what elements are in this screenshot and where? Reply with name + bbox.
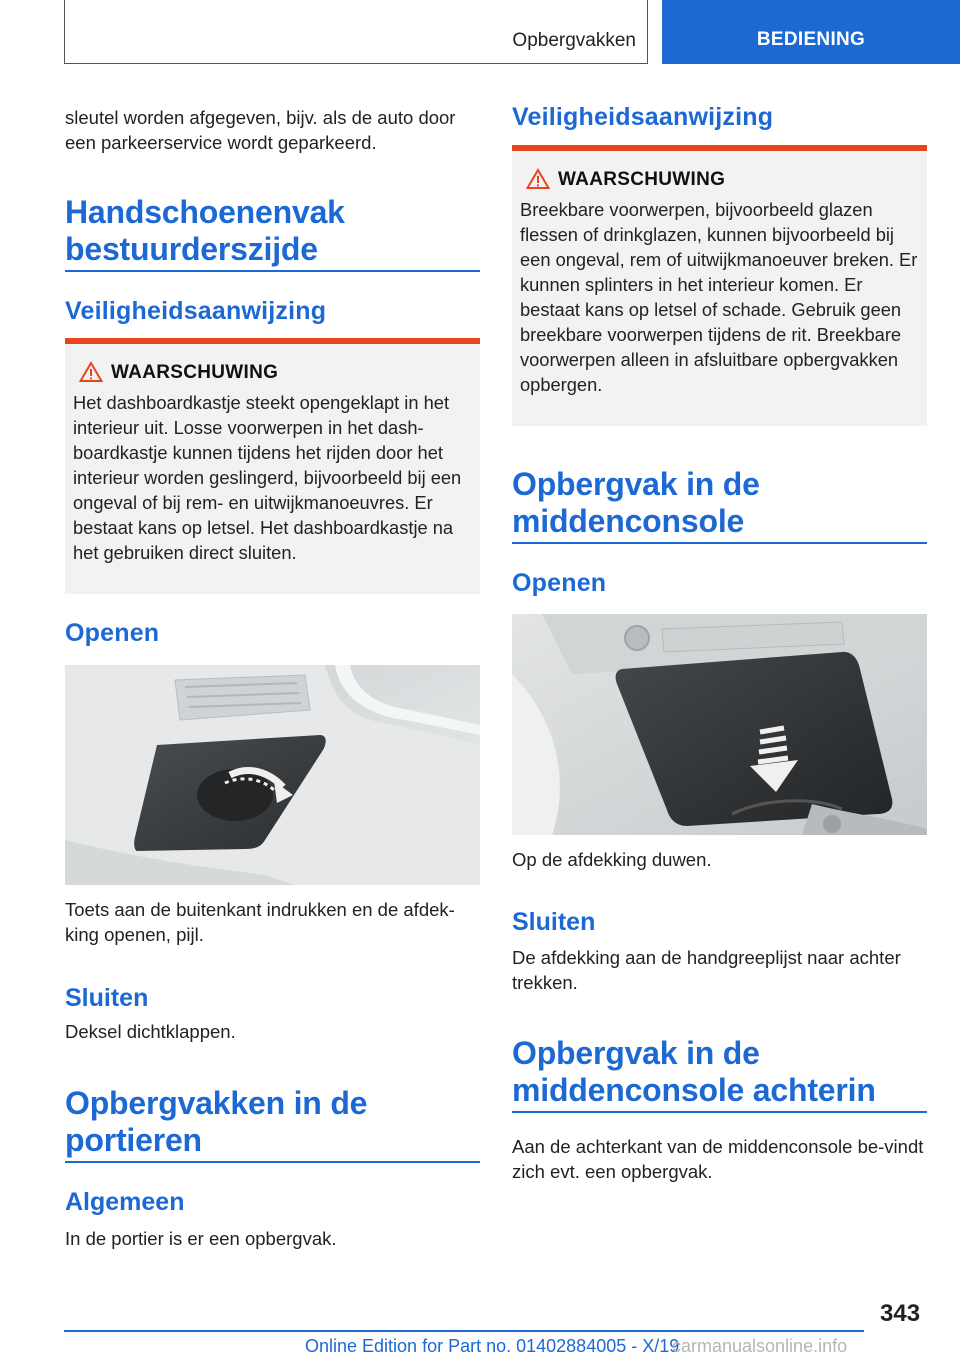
heading-glovebox: Handschoenenvak bestuurderszijde <box>65 194 345 267</box>
warning-box-left <box>65 338 480 594</box>
open-text-left: Toets aan de buitenkant indrukken en de afdek‐king openen, pijl. <box>65 899 455 945</box>
footer-rule <box>64 1330 864 1332</box>
warning-box-right <box>512 145 927 426</box>
warning-title-right <box>520 169 919 191</box>
open-text-right: Op de afdekking duwen. <box>512 849 712 870</box>
heading-safety-left: Veiligheidsaanwijzing <box>65 297 327 325</box>
warning-triangle-icon <box>526 168 550 190</box>
heading-rear-console: Opbergvak in de middenconsole achterin <box>512 1035 876 1108</box>
warning-text-left: Het dashboardkastje steekt opengeklapt in het interieur uit. Losse voorwerpen in het dash‐boardkastje kunnen tijdens het rijden door het interieur worden geslingerd, bijvoorbeeld bij een ongeval of bij rem- en uitwijkmanoeuvres. Er bestaat kans op letsel. Het dashboardkastje na het gebruiken direct sluiten. <box>73 392 462 563</box>
heading-open-right: Openen <box>512 569 607 597</box>
warning-triangle-icon <box>79 361 103 383</box>
heading-open-left: Openen <box>65 619 160 647</box>
heading-close-right: Sluiten <box>512 908 596 936</box>
heading-rule <box>65 1161 480 1163</box>
rear-text: Aan de achterkant van de middenconsole be‐vindt zich evt. een opbergvak. <box>512 1136 924 1182</box>
warning-title-text-right: WAARSCHUWING <box>558 169 726 190</box>
heading-rule <box>512 1111 927 1113</box>
heading-rule <box>65 270 480 272</box>
header-section-title: Opbergvakken <box>512 30 636 51</box>
warning-text-right: Breekbare voorwerpen, bijvoorbeeld glazen flessen of drinkglazen, kunnen bijvoorbeeld bij een ongeval, rem of uitwijkmanoeuver breken. Er kunnen splinters in het interieur komen. Er bestaat kans op letsel of schade. Gebruik geen breekbare voorwerpen tijdens de rit. Breekbare voorwerpen alleen in afsluitbare opbergvakken opbergen. <box>520 199 918 395</box>
heading-close-left: Sluiten <box>65 984 149 1012</box>
close-text-left: Deksel dichtklappen. <box>65 1021 236 1042</box>
footer-edition: Online Edition for Part no. 01402884005 - X/19 <box>305 1336 680 1356</box>
warning-title-text-left: WAARSCHUWING <box>111 362 279 383</box>
console-photo <box>512 614 927 835</box>
close-text-right: De afdekking aan de handgreeplijst naar achter trekken. <box>512 947 901 993</box>
page-number: 343 <box>880 1300 921 1327</box>
header-chapter-tab[interactable]: BEDIENING <box>662 0 960 64</box>
watermark: carmanualsonline.info <box>672 1336 848 1356</box>
heading-general: Algemeen <box>65 1188 185 1216</box>
heading-safety-right: Veiligheidsaanwijzing <box>512 103 774 131</box>
warning-title-left <box>73 362 472 384</box>
heading-door-storage: Opbergvakken in de portieren <box>65 1085 368 1158</box>
heading-center-console: Opbergvak in de middenconsole <box>512 466 760 539</box>
intro-paragraph: sleutel worden afgegeven, bijv. als de auto door een parkeerservice wordt geparkeerd. <box>65 107 456 153</box>
general-text: In de portier is er een opbergvak. <box>65 1228 337 1249</box>
heading-rule <box>512 542 927 544</box>
glovebox-photo <box>65 665 480 885</box>
